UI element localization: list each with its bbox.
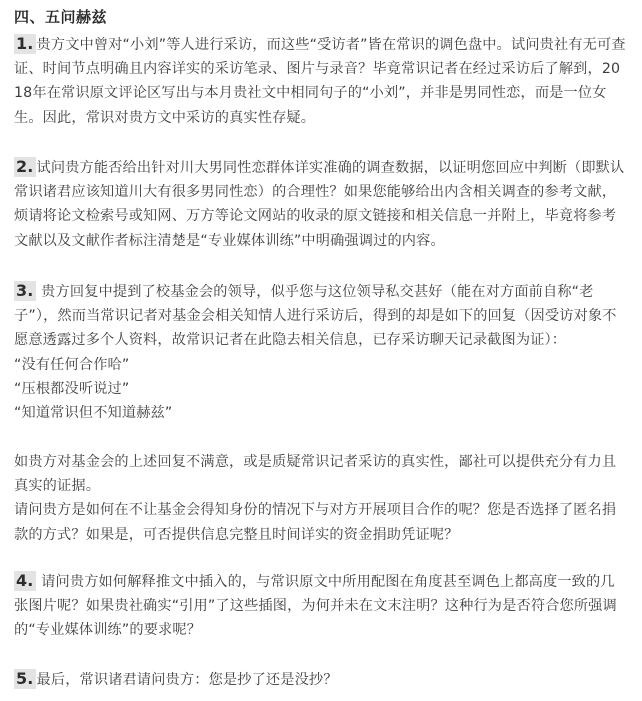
question-3-followup — [14, 450, 628, 547]
question-3-number: 3. — [16, 281, 34, 300]
question-2 — [14, 156, 628, 253]
question-4-number: 4. — [16, 571, 34, 590]
question-5 — [14, 668, 628, 692]
question-2-number: 2. — [16, 157, 34, 176]
question-3 — [14, 280, 628, 425]
followup-text: 如贵方对基金会的上述回复不满意，或是质疑常识记者采访的真实性，鄙社可以提供充分有力且真实的证据。 — [14, 454, 617, 495]
quote-line: “没有任何合作哈” — [14, 356, 130, 373]
question-5-text: 最后，常识诸君请问贵方：您是抄了还是没抄？ — [36, 672, 338, 688]
question-1-text: 贵方文中曾对“小刘”等人进行采访，而这些“受访者”皆在常识的调色盘中。试问贵社有无可查证、时间节点明确且内容详实的采访笔录、图片与录音？毕竟常识记者在经过采访后了解到，2018年在常识原文评论区写出与本月贵社文中相同句子的“小刘”，并非是男同性恋，而是一位女生。因此，常识对贵方文中采访的真实性存疑。 — [14, 37, 626, 126]
question-3-text: 贵方回复中提到了校基金会的领导，似乎您与这位领导私交甚好（能在对方面前自称“老子”），然而当常识记者对基金会相关知情人进行采访后，得到的却是如下的回复（因受访对象不愿意透露过多个人资料，故常识记者在此隐去相关信息，已存采访聊天记录截图为证）： — [14, 284, 617, 349]
question-5-number: 5. — [16, 669, 34, 688]
quote-line: “知道常识但不知道赫兹” — [14, 405, 173, 422]
question-1 — [14, 33, 628, 130]
section-heading: 四、五问赫兹 — [14, 8, 108, 26]
followup-text-2: 请问贵方是如何在不让基金会得知身份的情况下与对方开展项目合作的呢？您是否选择了匿名捐款的方式？如果是，可否提供信息完整且时间详实的资金捐助凭证呢？ — [14, 502, 617, 543]
question-4 — [14, 570, 628, 643]
question-2-text: 试问贵方能否给出针对川大男同性恋群体详实准确的调查数据，以证明您回应中判断（即默认常识诸君应该知道川大有很多男同性恋）的合理性？如果您能够给出内含相关调查的参考文献，烦请将论文检索号或知网、万方等论文网站的收录的原文链接和相关信息一并附上，毕竟将参考文献以及文献作者标注清楚是“专业媒体训练”中明确强调过的内容。 — [14, 160, 625, 249]
question-1-number: 1. — [16, 34, 34, 53]
quote-line: “压根都没听说过” — [14, 380, 130, 397]
question-4-text: 请问贵方如何解释推文中插入的，与常识原文中所用配图在角度甚至调色上都高度一致的几张图片呢？如果贵社确实“引用”了这些插图，为何并未在文末注明？这种行为是否符合您所强调的“专业媒体训练”的要求呢？ — [14, 574, 617, 639]
